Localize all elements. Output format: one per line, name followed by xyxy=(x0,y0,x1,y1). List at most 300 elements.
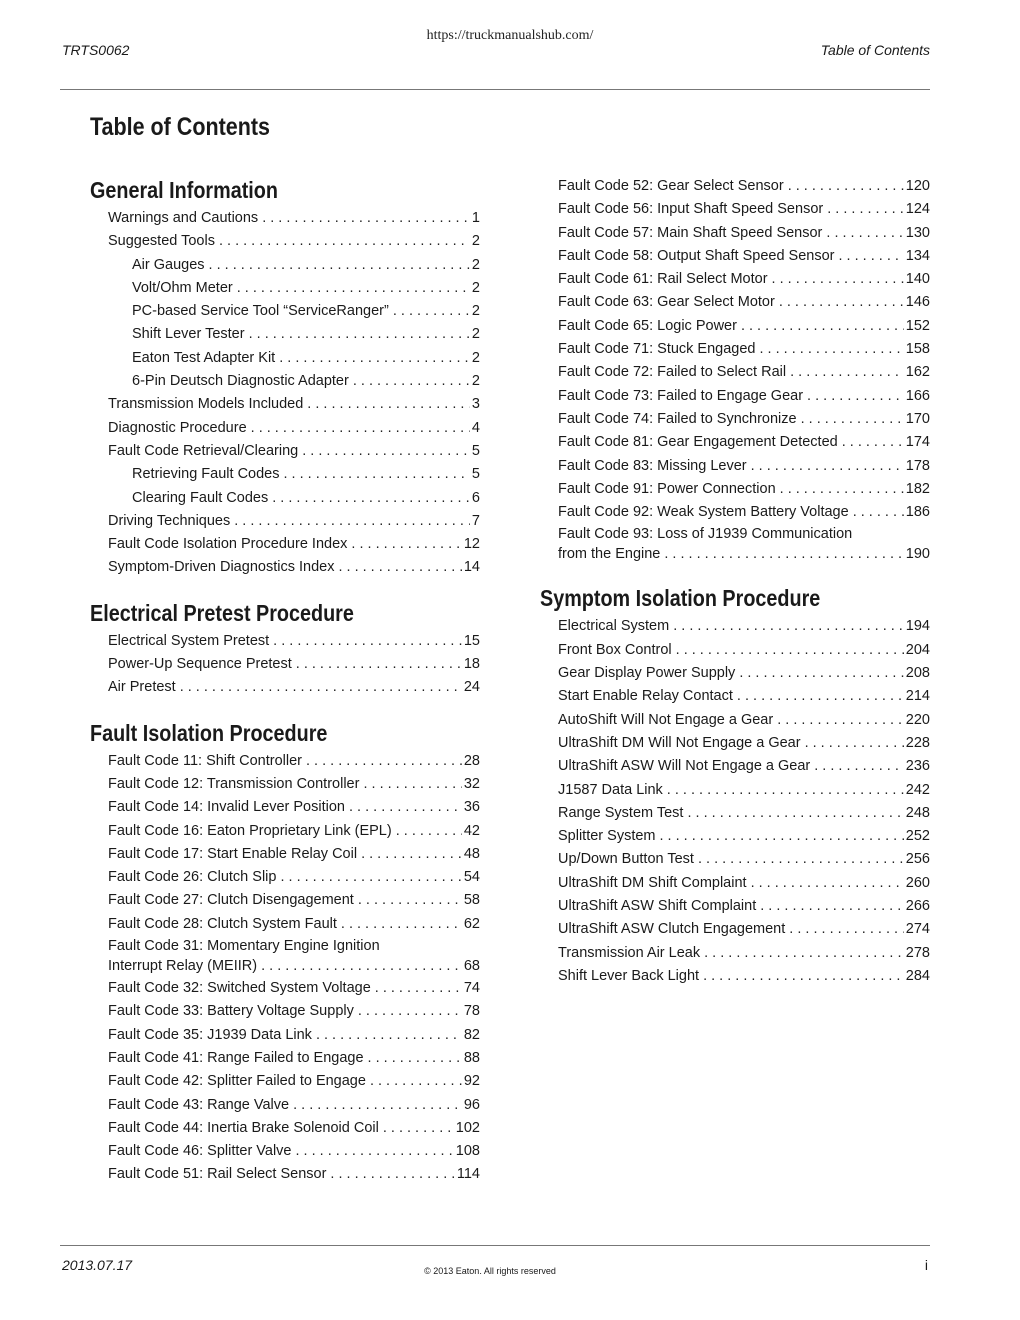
toc-entry[interactable] xyxy=(90,843,480,866)
toc-entry-page: 140 xyxy=(905,271,930,288)
toc-entry-label: Up/Down Button Test xyxy=(558,851,694,868)
toc-left-column xyxy=(90,175,480,1187)
toc-entry[interactable] xyxy=(90,936,480,977)
toc-entry-page: 194 xyxy=(905,618,930,635)
section-heading: General Information xyxy=(90,177,278,203)
dot-leader xyxy=(698,848,904,871)
dot-leader xyxy=(349,796,462,819)
dot-leader xyxy=(396,820,462,843)
dot-leader xyxy=(704,942,904,965)
toc-entry-label: Power-Up Sequence Pretest xyxy=(108,656,292,673)
toc-entry[interactable] xyxy=(90,653,480,676)
toc-entry-page: 18 xyxy=(463,656,480,673)
toc-entry[interactable] xyxy=(90,440,480,463)
toc-entry[interactable] xyxy=(540,455,930,478)
toc-entry-label: Volt/Ohm Meter xyxy=(132,279,233,296)
toc-entry-label: Shift Lever Tester xyxy=(132,326,245,343)
toc-entry-label: Eaton Test Adapter Kit xyxy=(132,349,276,366)
toc-entry-page: 74 xyxy=(463,980,480,997)
toc-entry[interactable] xyxy=(90,1117,480,1140)
dot-leader xyxy=(363,773,461,796)
dot-leader xyxy=(368,1047,462,1070)
toc-entry-label: Fault Code 35: J1939 Data Link xyxy=(108,1026,312,1043)
toc-entry[interactable] xyxy=(90,323,480,346)
toc-entry-page: 242 xyxy=(905,781,930,798)
toc-entry[interactable] xyxy=(540,825,930,848)
toc-entry[interactable] xyxy=(540,779,930,802)
toc-entry-label: Fault Code 65: Logic Power xyxy=(558,317,737,334)
toc-entry-page: 88 xyxy=(463,1049,480,1066)
dot-leader xyxy=(838,245,903,268)
toc-entry-label: Fault Code Isolation Procedure Index xyxy=(108,536,348,553)
toc-entry-page: 284 xyxy=(905,967,930,984)
toc-entry-label: Fault Code 33: Battery Voltage Supply xyxy=(108,1003,354,1020)
dot-leader xyxy=(351,533,461,556)
toc-entry-label: Fault Code 81: Gear Engagement Detected xyxy=(558,434,838,451)
toc-entry-page: 5 xyxy=(471,466,480,483)
toc-entry-page: 120 xyxy=(905,178,930,194)
dot-leader xyxy=(788,175,904,198)
toc-entry[interactable] xyxy=(90,820,480,843)
toc-entry[interactable] xyxy=(90,300,480,323)
dot-leader xyxy=(341,913,462,936)
dot-leader xyxy=(667,779,904,802)
toc-entry-label: Clearing Fault Codes xyxy=(132,489,269,506)
toc-entry[interactable] xyxy=(540,222,930,245)
toc-entry-page: 204 xyxy=(905,641,930,658)
toc-entry-label: Fault Code 46: Splitter Valve xyxy=(108,1143,292,1160)
toc-entry-label: Fault Code 14: Invalid Lever Position xyxy=(108,799,345,816)
toc-entry-page: 178 xyxy=(905,457,930,474)
footer-rule xyxy=(60,1245,930,1246)
toc-entry[interactable] xyxy=(540,942,930,965)
toc-entry[interactable] xyxy=(540,755,930,778)
toc-entry[interactable] xyxy=(540,198,930,221)
dot-leader xyxy=(760,338,904,361)
toc-entry[interactable] xyxy=(90,796,480,819)
toc-entry-page: 170 xyxy=(905,410,930,427)
toc-entry-page: 228 xyxy=(905,734,930,751)
toc-entry[interactable] xyxy=(540,361,930,384)
dot-leader xyxy=(209,254,470,277)
toc-entry[interactable] xyxy=(90,487,480,510)
toc-entry-label: Transmission Models Included xyxy=(108,396,304,413)
toc-entry[interactable] xyxy=(90,1000,480,1023)
dot-leader xyxy=(687,802,903,825)
dot-leader xyxy=(180,676,462,699)
toc-entry-label: Start Enable Relay Contact xyxy=(558,688,733,705)
toc-entry-page: 236 xyxy=(905,758,930,775)
toc-section-symptom-isolation-procedure xyxy=(540,583,930,988)
toc-entry-label: Fault Code 74: Failed to Synchronize xyxy=(558,410,797,427)
toc-entry[interactable] xyxy=(90,1047,480,1070)
dot-leader xyxy=(393,300,470,323)
dot-leader xyxy=(779,291,904,314)
dot-leader xyxy=(853,501,904,524)
dot-leader xyxy=(660,825,904,848)
toc-entry[interactable] xyxy=(540,895,930,918)
toc-entry-label: AutoShift Will Not Engage a Gear xyxy=(558,711,774,728)
toc-entry-label: Electrical System Pretest xyxy=(108,632,270,649)
toc-entry-page: 24 xyxy=(463,679,480,696)
toc-entry-page: 182 xyxy=(905,480,930,497)
toc-entry[interactable] xyxy=(90,773,480,796)
toc-entry-page: 58 xyxy=(463,892,480,909)
toc-entry-page: 124 xyxy=(905,201,930,218)
toc-entry-label: 6-Pin Deutsch Diagnostic Adapter xyxy=(132,373,349,390)
toc-entry-page: 42 xyxy=(463,822,480,839)
toc-entry[interactable] xyxy=(540,732,930,755)
dot-leader xyxy=(338,556,461,579)
toc-entry[interactable] xyxy=(90,510,480,533)
toc-entry-page: 6 xyxy=(471,489,480,506)
toc-entry-page: 114 xyxy=(456,1166,480,1183)
toc-entry-label: Fault Code 31: Momentary Engine Ignition xyxy=(108,938,380,955)
section-heading: Fault Isolation Procedure xyxy=(90,719,328,746)
toc-entry[interactable] xyxy=(540,501,930,524)
dot-leader xyxy=(673,615,904,638)
dot-leader xyxy=(273,630,462,653)
toc-entry[interactable] xyxy=(90,347,480,370)
toc-entry-label: Fault Code 41: Range Failed to Engage xyxy=(108,1049,364,1066)
toc-entry-label: Fault Code 83: Missing Lever xyxy=(558,457,747,474)
toc-entry[interactable] xyxy=(540,685,930,708)
toc-entry-page: 274 xyxy=(905,921,930,938)
toc-entry-label: Fault Code 32: Switched System Voltage xyxy=(108,980,371,997)
dot-leader xyxy=(262,207,470,230)
toc-entry[interactable] xyxy=(90,1094,480,1117)
toc-entry[interactable] xyxy=(90,1024,480,1047)
toc-section-continued xyxy=(540,175,930,565)
toc-entry-label: Range System Test xyxy=(558,804,684,821)
section-heading: Electrical Pretest Procedure xyxy=(90,599,354,626)
toc-entry-label: Retrieving Fault Codes xyxy=(132,466,280,483)
toc-entry-label: Fault Code 42: Splitter Failed to Engage xyxy=(108,1073,366,1090)
toc-entry-page: 7 xyxy=(471,512,480,529)
toc-section-fault-isolation-procedure xyxy=(90,718,480,1187)
toc-entry[interactable] xyxy=(540,268,930,291)
dot-leader xyxy=(219,230,470,253)
toc-entry-label: Gear Display Power Supply xyxy=(558,665,736,682)
toc-entry[interactable] xyxy=(90,977,480,1000)
toc-entry-label: Fault Code 58: Output Shaft Speed Sensor xyxy=(558,247,835,264)
toc-entry-label: Shift Lever Back Light xyxy=(558,967,700,984)
dot-leader xyxy=(272,487,470,510)
toc-entry[interactable] xyxy=(540,802,930,825)
toc-section-general-information xyxy=(90,175,480,580)
toc-entry[interactable] xyxy=(540,872,930,895)
toc-entry-page: 256 xyxy=(905,851,930,868)
dot-leader xyxy=(370,1070,462,1093)
dot-leader xyxy=(383,1117,454,1140)
toc-entry-label: Transmission Air Leak xyxy=(558,944,701,961)
toc-entry[interactable] xyxy=(540,965,930,988)
toc-entry-page: 54 xyxy=(463,869,480,886)
toc-entry[interactable] xyxy=(90,207,480,230)
toc-entry-page: 48 xyxy=(463,845,480,862)
toc-entry-page: 78 xyxy=(463,1003,480,1020)
toc-entry-page: 214 xyxy=(905,688,930,705)
toc-entry-label: Fault Code 71: Stuck Engaged xyxy=(558,341,756,358)
toc-entry-page: 2 xyxy=(471,373,480,390)
dot-leader xyxy=(306,750,462,773)
toc-entry-list xyxy=(90,207,480,580)
dot-leader xyxy=(361,843,462,866)
dot-leader xyxy=(842,431,904,454)
dot-leader xyxy=(234,510,470,533)
dot-leader xyxy=(751,872,904,895)
toc-entry[interactable] xyxy=(90,889,480,912)
toc-entry-label: Fault Code 91: Power Connection xyxy=(558,480,776,497)
dot-leader xyxy=(296,1140,454,1163)
toc-entry-page: 62 xyxy=(463,915,480,932)
toc-entry-label: Fault Code 16: Eaton Proprietary Link (EPL) xyxy=(108,822,392,839)
dot-leader xyxy=(827,198,904,221)
toc-entry-page: 96 xyxy=(463,1096,480,1113)
toc-entry-page: 2 xyxy=(471,233,480,250)
section-spacer xyxy=(540,565,930,583)
page-number: i xyxy=(924,1257,928,1273)
toc-entry[interactable] xyxy=(540,431,930,454)
dot-leader xyxy=(261,956,462,976)
dot-leader xyxy=(237,277,470,300)
toc-entry-page: 134 xyxy=(905,247,930,264)
toc-entry-label: Air Gauges xyxy=(132,256,205,273)
dot-leader xyxy=(737,685,904,708)
toc-entry[interactable] xyxy=(90,1070,480,1093)
toc-entry-label: Fault Code 73: Failed to Engage Gear xyxy=(558,387,804,404)
dot-leader xyxy=(739,662,903,685)
toc-entry-label: Fault Code 61: Rail Select Motor xyxy=(558,271,768,288)
toc-entry-label: Fault Code 57: Main Shaft Speed Sensor xyxy=(558,224,823,241)
dot-leader xyxy=(751,455,904,478)
toc-entry[interactable] xyxy=(90,913,480,936)
toc-entry-page: 162 xyxy=(905,364,930,381)
dot-leader xyxy=(284,463,470,486)
toc-entry-page: 2 xyxy=(471,349,480,366)
source-url[interactable]: https://truckmanualshub.com/ xyxy=(426,28,594,43)
toc-entry-page: 68 xyxy=(463,958,480,975)
toc-entry-page: 2 xyxy=(471,279,480,296)
dot-leader xyxy=(772,268,904,291)
header-rule xyxy=(60,89,930,90)
dot-leader xyxy=(316,1024,462,1047)
toc-entry-page: 166 xyxy=(905,387,930,404)
toc-entry[interactable] xyxy=(90,750,480,773)
toc-entry-label-continued: from the Engine xyxy=(558,546,661,563)
toc-entry-page: 220 xyxy=(905,711,930,728)
toc-entry[interactable] xyxy=(90,230,480,253)
dot-leader xyxy=(790,361,904,384)
toc-entry-page: 92 xyxy=(463,1073,480,1090)
toc-right-column xyxy=(540,175,930,988)
toc-entry-label: Electrical System xyxy=(558,618,670,635)
toc-entry-label: Fault Code 93: Loss of J1939 Communication xyxy=(558,526,853,543)
toc-entry[interactable] xyxy=(90,370,480,393)
toc-entry-label: Fault Code 26: Clutch Slip xyxy=(108,869,277,886)
dot-leader xyxy=(807,385,904,408)
dot-leader xyxy=(353,370,470,393)
dot-leader xyxy=(375,977,462,1000)
toc-entry-page: 278 xyxy=(905,944,930,961)
toc-entry-page: 174 xyxy=(905,434,930,451)
toc-entry-label: UltraShift DM Will Not Engage a Gear xyxy=(558,734,801,751)
toc-entry-label: PC-based Service Tool “ServiceRanger” xyxy=(132,303,389,320)
section-spacer xyxy=(90,580,480,598)
toc-entry-page: 28 xyxy=(463,752,480,769)
toc-entry-page: 260 xyxy=(905,874,930,891)
toc-entry-label: Air Pretest xyxy=(108,679,176,696)
toc-entry-page: 15 xyxy=(463,632,480,649)
document-id: TRTS0062 xyxy=(62,42,130,58)
dot-leader xyxy=(251,417,470,440)
footer-copyright: © 2013 Eaton. All rights reserved xyxy=(424,1266,556,1276)
toc-entry-label: Fault Code 92: Weak System Battery Voltage xyxy=(558,504,849,521)
toc-entry[interactable] xyxy=(90,417,480,440)
toc-entry[interactable] xyxy=(90,393,480,416)
toc-entry-list xyxy=(90,630,480,700)
running-header-title: Table of Contents xyxy=(820,42,930,58)
toc-entry[interactable] xyxy=(540,315,930,338)
toc-entry[interactable] xyxy=(540,709,930,732)
toc-entry[interactable] xyxy=(540,662,930,685)
dot-leader xyxy=(760,895,904,918)
toc-entry[interactable] xyxy=(540,848,930,871)
toc-entry[interactable] xyxy=(90,1140,480,1163)
toc-entry-list xyxy=(540,615,930,988)
dot-leader xyxy=(826,222,903,245)
toc-entry-label: Fault Code 63: Gear Select Motor xyxy=(558,294,775,311)
toc-entry[interactable] xyxy=(90,277,480,300)
toc-entry-page: 5 xyxy=(471,442,480,459)
toc-entry-page: 2 xyxy=(471,326,480,343)
dot-leader xyxy=(789,918,904,941)
toc-entry[interactable] xyxy=(90,463,480,486)
footer-date: 2013.07.17 xyxy=(62,1257,133,1273)
toc-entry-list xyxy=(540,175,930,565)
toc-entry[interactable] xyxy=(540,478,930,501)
toc-entry-page: 102 xyxy=(455,1119,480,1136)
toc-entry-label: UltraShift ASW Will Not Engage a Gear xyxy=(558,758,811,775)
dot-leader xyxy=(814,755,904,778)
toc-entry-page: 152 xyxy=(905,317,930,334)
dot-leader xyxy=(805,732,904,755)
section-heading: Symptom Isolation Procedure xyxy=(540,585,821,612)
toc-entry-label: Fault Code 12: Transmission Controller xyxy=(108,775,360,792)
dot-leader xyxy=(664,544,903,564)
toc-entry[interactable] xyxy=(540,615,930,638)
toc-section-electrical-pretest-procedure xyxy=(90,598,480,700)
toc-entry-page: 186 xyxy=(905,504,930,521)
toc-entry[interactable] xyxy=(540,524,930,565)
toc-entry[interactable] xyxy=(90,630,480,653)
toc-entry[interactable] xyxy=(90,533,480,556)
toc-entry-label: Fault Code 11: Shift Controller xyxy=(108,752,302,769)
toc-entry-label: Fault Code 52: Gear Select Sensor xyxy=(558,178,784,194)
toc-entry-label: Fault Code Retrieval/Clearing xyxy=(108,442,299,459)
toc-entry[interactable] xyxy=(90,676,480,699)
toc-entry[interactable] xyxy=(540,291,930,314)
toc-entry-page: 14 xyxy=(463,559,480,576)
dot-leader xyxy=(279,347,470,370)
toc-entry[interactable] xyxy=(540,918,930,941)
dot-leader xyxy=(780,478,904,501)
dot-leader xyxy=(307,393,470,416)
toc-entry-label: Fault Code 44: Inertia Brake Solenoid Coil xyxy=(108,1119,379,1136)
toc-entry-label-continued: Interrupt Relay (MEIIR) xyxy=(108,958,258,975)
toc-entry-label: Diagnostic Procedure xyxy=(108,419,247,436)
toc-entry-label: Fault Code 28: Clutch System Fault xyxy=(108,915,337,932)
toc-entry-label: Fault Code 27: Clutch Disengagement xyxy=(108,892,354,909)
dot-leader xyxy=(801,408,904,431)
dot-leader xyxy=(249,323,470,346)
dot-leader xyxy=(280,866,461,889)
toc-entry[interactable] xyxy=(540,175,930,198)
toc-entry[interactable] xyxy=(90,556,480,579)
page-title: Table of Contents xyxy=(90,113,270,141)
dot-leader xyxy=(777,709,904,732)
toc-entry-label: Fault Code 56: Input Shaft Speed Sensor xyxy=(558,201,824,218)
toc-entry-label: J1587 Data Link xyxy=(558,781,663,798)
toc-entry-page: 130 xyxy=(905,224,930,241)
toc-entry-page: 108 xyxy=(455,1143,480,1160)
toc-entry-page: 248 xyxy=(905,804,930,821)
toc-entry[interactable] xyxy=(540,338,930,361)
toc-entry-label: Fault Code 72: Failed to Select Rail xyxy=(558,364,787,381)
toc-entry[interactable] xyxy=(90,254,480,277)
dot-leader xyxy=(676,639,904,662)
toc-entry-page: 4 xyxy=(471,419,480,436)
toc-entry-label: Symptom-Driven Diagnostics Index xyxy=(108,559,335,576)
toc-entry[interactable] xyxy=(90,866,480,889)
dot-leader xyxy=(302,440,470,463)
dot-leader xyxy=(358,1000,462,1023)
toc-entry-page: 190 xyxy=(905,546,930,563)
toc-entry-label: UltraShift ASW Shift Complaint xyxy=(558,898,757,915)
toc-entry-label: Suggested Tools xyxy=(108,233,215,250)
dot-leader xyxy=(330,1163,454,1186)
toc-entry-page: 36 xyxy=(463,799,480,816)
dot-leader xyxy=(703,965,904,988)
toc-entry-page: 82 xyxy=(463,1026,480,1043)
toc-entry[interactable] xyxy=(90,1163,480,1186)
toc-entry-page: 252 xyxy=(905,828,930,845)
toc-entry-label: UltraShift DM Shift Complaint xyxy=(558,874,747,891)
toc-entry-page: 2 xyxy=(471,256,480,273)
toc-entry-label: Front Box Control xyxy=(558,641,672,658)
toc-entry-page: 158 xyxy=(905,341,930,358)
toc-entry-page: 1 xyxy=(471,210,480,226)
section-spacer xyxy=(90,700,480,718)
toc-entry[interactable] xyxy=(540,639,930,662)
toc-entry-page: 266 xyxy=(905,898,930,915)
toc-entry-page: 2 xyxy=(471,303,480,320)
toc-entry-page: 32 xyxy=(463,775,480,792)
toc-entry-label: Fault Code 43: Range Valve xyxy=(108,1096,290,1113)
dot-leader xyxy=(741,315,904,338)
dot-leader xyxy=(293,1094,462,1117)
toc-entry-page: 146 xyxy=(905,294,930,311)
toc-entry[interactable] xyxy=(540,408,930,431)
toc-entry[interactable] xyxy=(540,245,930,268)
toc-entry-label: UltraShift ASW Clutch Engagement xyxy=(558,921,786,938)
toc-entry-page: 12 xyxy=(463,536,480,553)
toc-entry[interactable] xyxy=(540,385,930,408)
toc-entry-list xyxy=(90,750,480,1187)
dot-leader xyxy=(358,889,462,912)
toc-entry-label: Splitter System xyxy=(558,828,656,845)
toc-entry-page: 3 xyxy=(471,396,480,413)
